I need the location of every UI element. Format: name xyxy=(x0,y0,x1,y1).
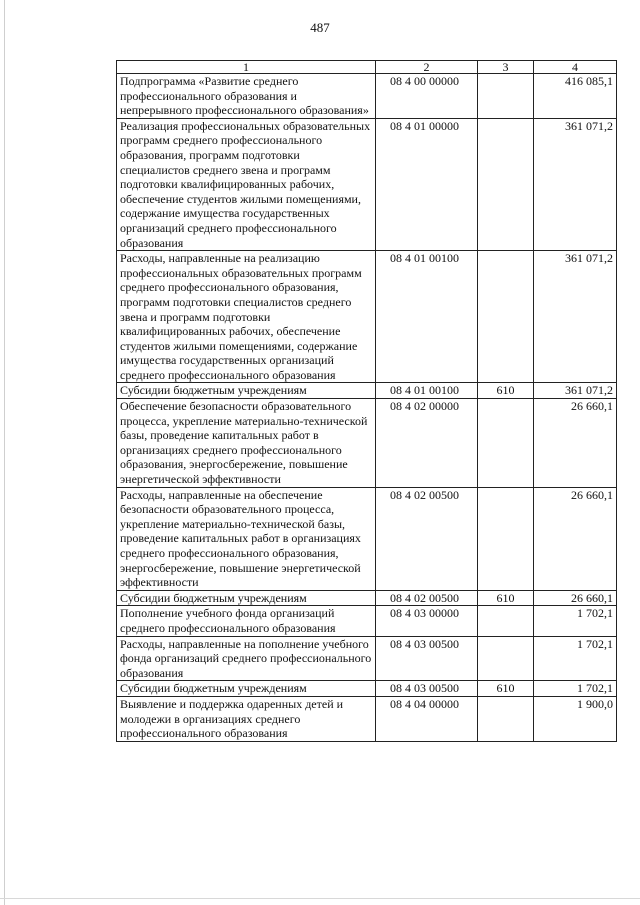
table-row xyxy=(117,590,617,606)
row-name: Субсидии бюджетным учреждениям xyxy=(117,590,376,606)
row-amount: 361 071,2 xyxy=(534,118,617,250)
scan-edge-bottom xyxy=(0,898,640,899)
row-type xyxy=(478,399,534,488)
row-type: 610 xyxy=(478,383,534,399)
row-name: Подпрограмма «Развитие среднего профессионального образования и непрерывного профессионального образования» xyxy=(117,74,376,119)
row-code: 08 4 01 00100 xyxy=(376,251,478,383)
page-number: 487 xyxy=(310,20,330,35)
row-amount: 1 900,0 xyxy=(534,696,617,741)
row-type xyxy=(478,487,534,590)
row-code: 08 4 02 00000 xyxy=(376,399,478,488)
row-type xyxy=(478,118,534,250)
column-header-type: 3 xyxy=(478,61,534,74)
row-amount: 416 085,1 xyxy=(534,74,617,119)
row-name: Реализация профессиональных образовательных программ среднего профессионального образования, программ подготовки специалистов среднего звена и программ подготовки квалифицированных рабочих, обеспечение студентов жилыми помещениями, содержание имущества государственных организаций среднего профессионального образования xyxy=(117,118,376,250)
row-name: Обеспечение безопасности образовательного процесса, укрепление материально-технической базы, проведение капитальных работ в организациях среднего профессионального образования, энергосбережение, повышение энергетической эффективности xyxy=(117,399,376,488)
row-code: 08 4 02 00500 xyxy=(376,590,478,606)
row-code: 08 4 00 00000 xyxy=(376,74,478,119)
row-amount: 1 702,1 xyxy=(534,681,617,697)
column-header-name: 1 xyxy=(117,61,376,74)
row-code: 08 4 02 00500 xyxy=(376,487,478,590)
table-row xyxy=(117,681,617,697)
table-row xyxy=(117,636,617,681)
column-header-code: 2 xyxy=(376,61,478,74)
table-row xyxy=(117,74,617,119)
row-amount: 26 660,1 xyxy=(534,487,617,590)
row-type xyxy=(478,606,534,636)
row-type xyxy=(478,251,534,383)
table-header-row xyxy=(117,61,617,74)
row-amount: 361 071,2 xyxy=(534,251,617,383)
column-header-amount: 4 xyxy=(534,61,617,74)
row-amount: 1 702,1 xyxy=(534,636,617,681)
row-name: Расходы, направленные на реализацию профессиональных образовательных программ среднего профессионального образования, программ подготовки специалистов среднего звена и программ подготовки квалифицированных рабочих, обеспечение студентов жилыми помещениями, содержание имущества государственных организаций среднего профессионального образования xyxy=(117,251,376,383)
row-type: 610 xyxy=(478,681,534,697)
row-code: 08 4 04 00000 xyxy=(376,696,478,741)
row-amount: 26 660,1 xyxy=(534,399,617,488)
table-row xyxy=(117,399,617,488)
row-name: Пополнение учебного фонда организаций среднего профессионального образования xyxy=(117,606,376,636)
table-row xyxy=(117,383,617,399)
row-type xyxy=(478,74,534,119)
scan-edge-left xyxy=(4,0,5,905)
row-name: Субсидии бюджетным учреждениям xyxy=(117,681,376,697)
row-name: Субсидии бюджетным учреждениям xyxy=(117,383,376,399)
table-row xyxy=(117,606,617,636)
table-row xyxy=(117,118,617,250)
budget-table xyxy=(116,60,617,742)
row-code: 08 4 03 00000 xyxy=(376,606,478,636)
row-type xyxy=(478,696,534,741)
table-row xyxy=(117,696,617,741)
row-code: 08 4 01 00000 xyxy=(376,118,478,250)
table-row xyxy=(117,487,617,590)
row-amount: 361 071,2 xyxy=(534,383,617,399)
row-name: Расходы, направленные на пополнение учебного фонда организаций среднего профессионального образования xyxy=(117,636,376,681)
row-name: Выявление и поддержка одаренных детей и молодежи в организациях среднего профессионального образования xyxy=(117,696,376,741)
row-amount: 1 702,1 xyxy=(534,606,617,636)
row-type: 610 xyxy=(478,590,534,606)
row-code: 08 4 03 00500 xyxy=(376,681,478,697)
row-type xyxy=(478,636,534,681)
row-code: 08 4 03 00500 xyxy=(376,636,478,681)
row-amount: 26 660,1 xyxy=(534,590,617,606)
row-code: 08 4 01 00100 xyxy=(376,383,478,399)
row-name: Расходы, направленные на обеспечение безопасности образовательного процесса, укрепление материально-технической базы, проведение капитальных работ в организациях среднего профессионального образования, энергосбережение, повышение энергетической эффективности xyxy=(117,487,376,590)
table-row xyxy=(117,251,617,383)
